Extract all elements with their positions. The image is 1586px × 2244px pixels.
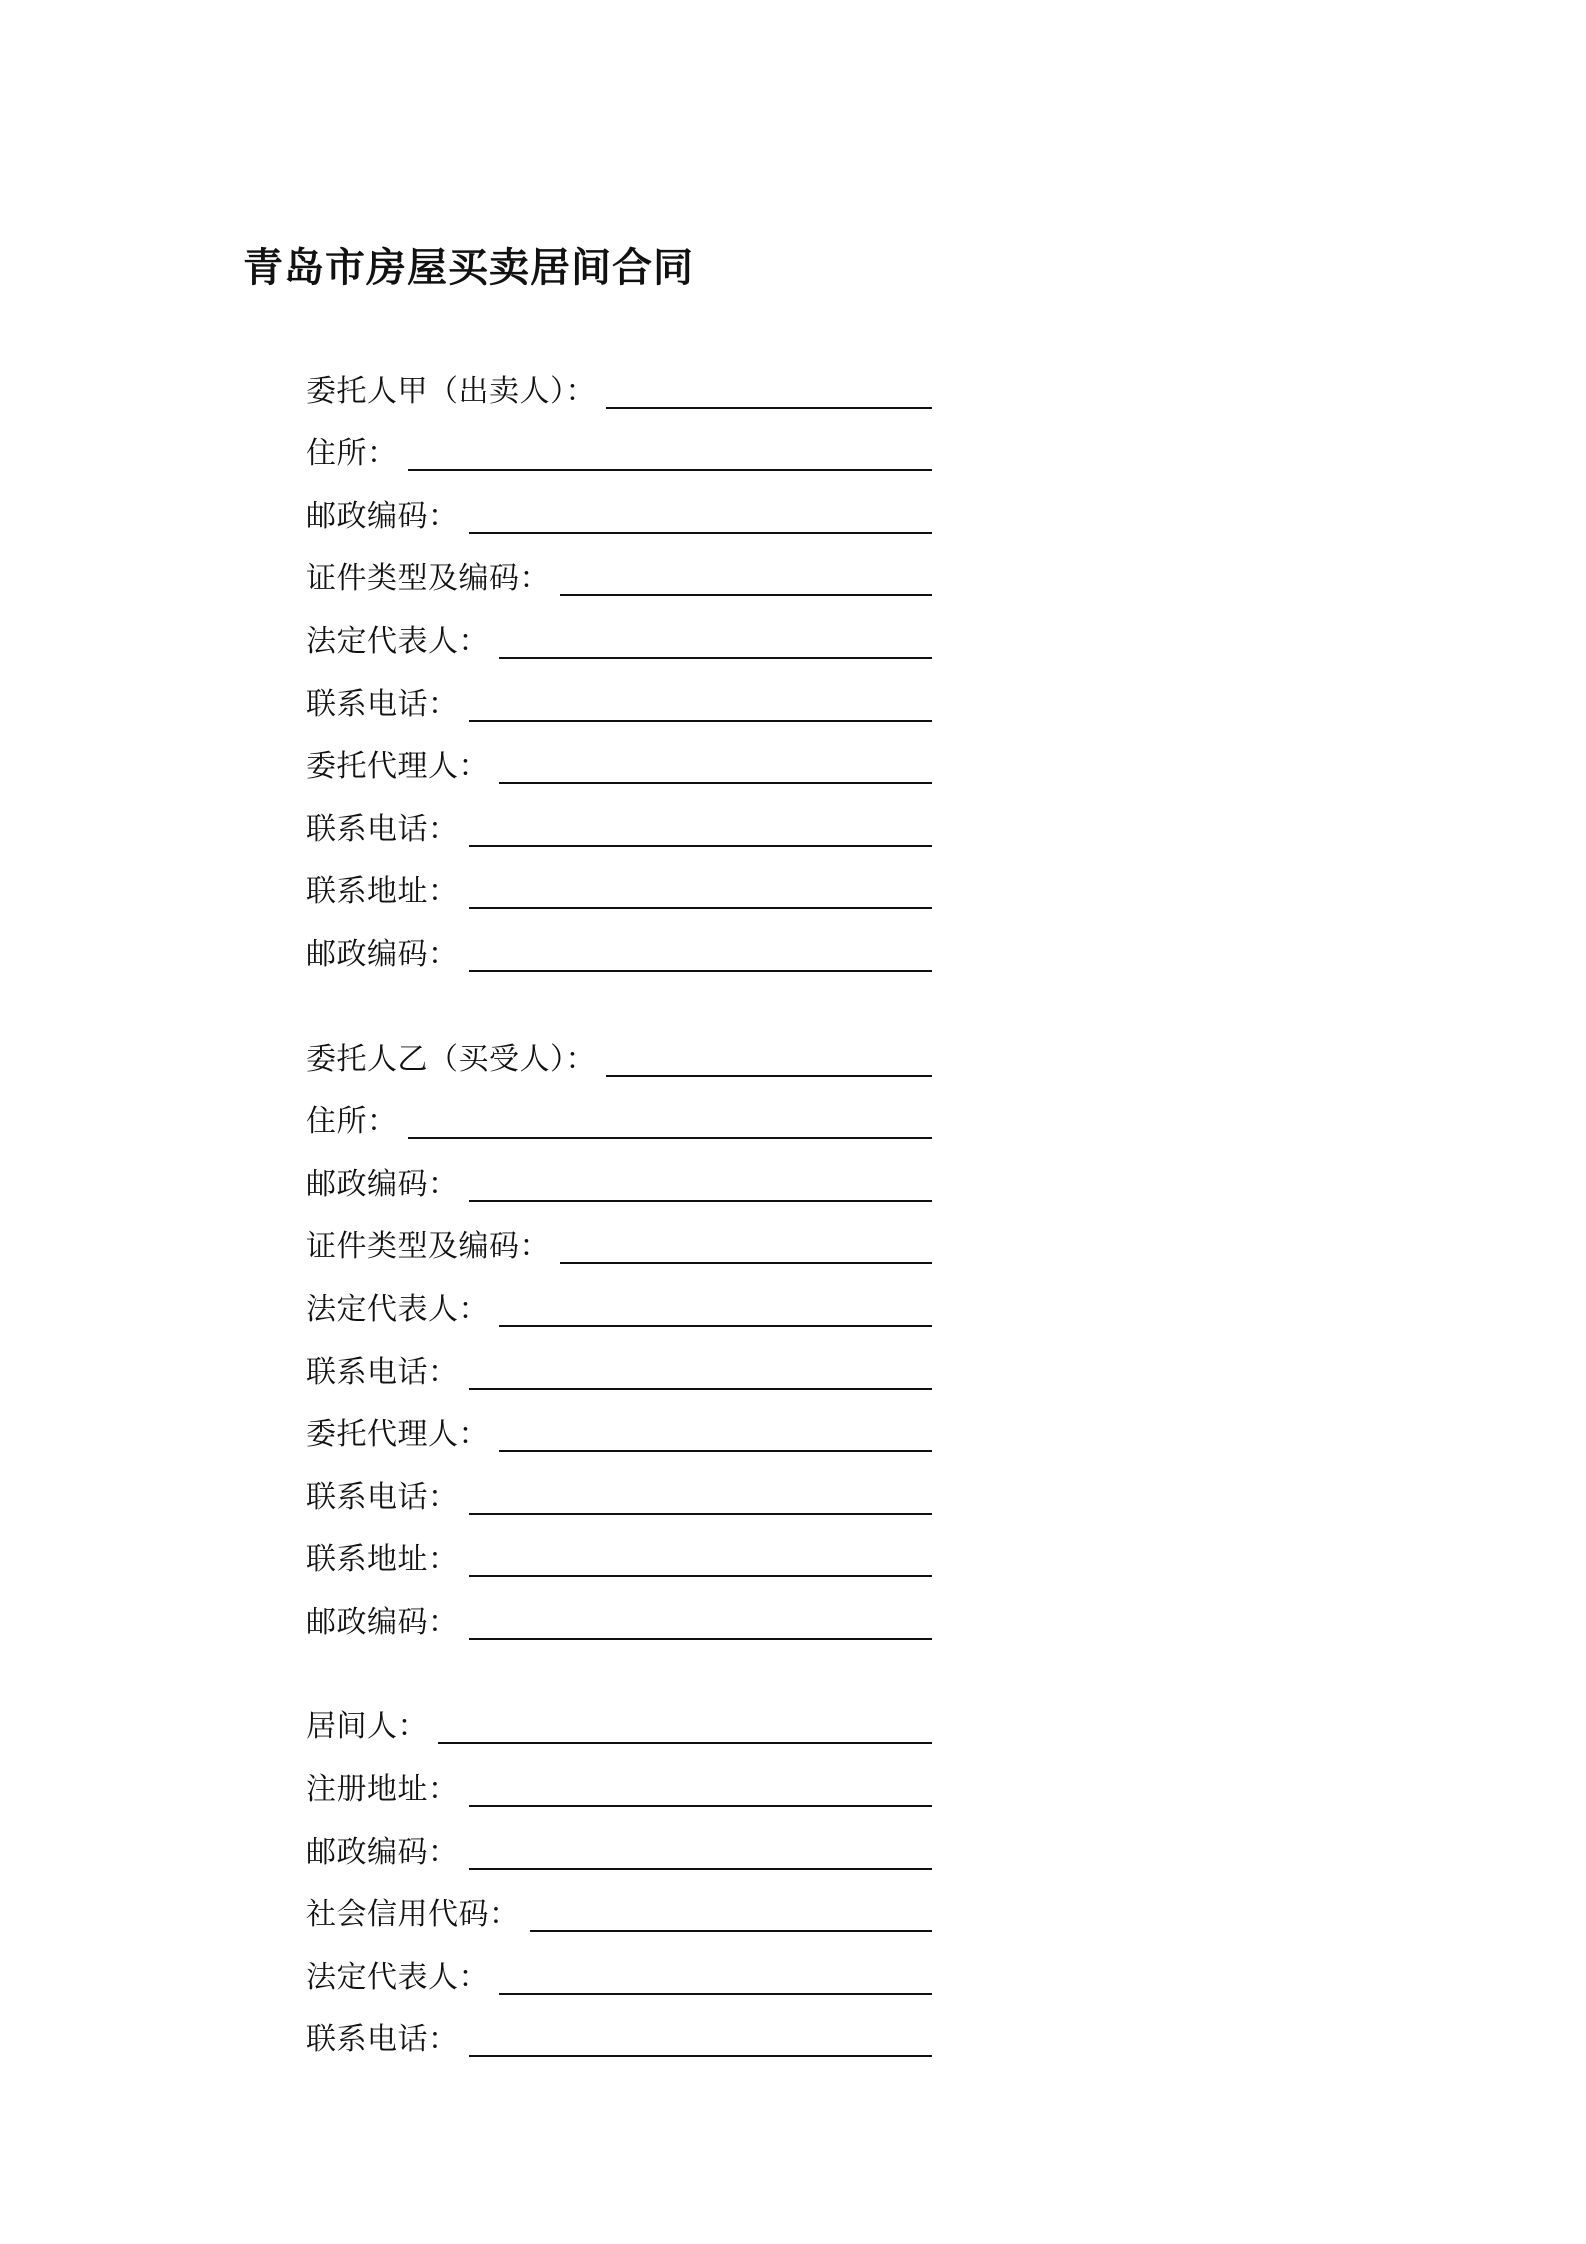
- field-label: 邮政编码：: [306, 936, 459, 972]
- form-row: [306, 1525, 932, 1588]
- field-label: 证件类型及编码：: [306, 1229, 550, 1265]
- form-row: [306, 1149, 932, 1212]
- form-row: [306, 1087, 932, 1150]
- field-label: 委托代理人：: [306, 1417, 489, 1453]
- field-label: 法定代表人：: [306, 623, 489, 659]
- form-row: [306, 1587, 932, 1650]
- form-row: [306, 1337, 932, 1400]
- field-label: 联系电话：: [306, 811, 459, 847]
- form-row: [306, 1462, 932, 1525]
- blank-line: [499, 1450, 932, 1452]
- field-label: 委托人甲（出卖人）：: [306, 373, 596, 409]
- blank-line: [469, 1805, 933, 1807]
- field-label: 联系电话：: [306, 2022, 459, 2058]
- field-label: 社会信用代码：: [306, 1897, 520, 1933]
- field-label: 证件类型及编码：: [306, 561, 550, 597]
- form-row: [306, 606, 932, 669]
- form-row: [306, 1692, 932, 1755]
- blank-line: [469, 845, 933, 847]
- blank-line: [606, 1075, 932, 1077]
- field-label: 联系地址：: [306, 1542, 459, 1578]
- field-label: 邮政编码：: [306, 498, 459, 534]
- field-label: 住所：: [306, 436, 398, 472]
- field-label: 居间人：: [306, 1709, 428, 1745]
- field-label: 联系电话：: [306, 1354, 459, 1390]
- blank-line: [469, 2055, 933, 2057]
- field-label: 邮政编码：: [306, 1834, 459, 1870]
- form-row: [306, 1817, 932, 1880]
- blank-line: [530, 1930, 933, 1932]
- field-label: 联系电话：: [306, 1479, 459, 1515]
- blank-line: [469, 970, 933, 972]
- blank-line: [469, 1575, 933, 1577]
- field-label: 邮政编码：: [306, 1604, 459, 1640]
- blank-line: [469, 1868, 933, 1870]
- blank-line: [469, 1513, 933, 1515]
- form-row: [306, 1942, 932, 2005]
- form-row: [306, 732, 932, 795]
- field-label: 邮政编码：: [306, 1166, 459, 1202]
- blank-line: [499, 782, 932, 784]
- field-label: 法定代表人：: [306, 1959, 489, 1995]
- blank-line: [499, 657, 932, 659]
- party-a-section: [306, 356, 932, 982]
- form-row: [306, 794, 932, 857]
- blank-line: [408, 1137, 933, 1139]
- blank-line: [606, 407, 932, 409]
- blank-line: [438, 1742, 932, 1744]
- document-title: 青岛市房屋买卖居间合同: [243, 245, 694, 291]
- blank-line: [469, 907, 933, 909]
- form-row: [306, 1274, 932, 1337]
- blank-line: [469, 1200, 933, 1202]
- blank-line: [499, 1993, 932, 1995]
- form-row: [306, 419, 932, 482]
- form-row: [306, 356, 932, 419]
- party-b-section: [306, 1024, 932, 1650]
- blank-line: [408, 469, 933, 471]
- blank-line: [469, 1638, 933, 1640]
- blank-line: [469, 1388, 933, 1390]
- field-label: 住所：: [306, 1104, 398, 1140]
- form-row: [306, 1400, 932, 1463]
- form-row: [306, 919, 932, 982]
- field-label: 联系地址：: [306, 874, 459, 910]
- blank-line: [560, 1262, 932, 1264]
- field-label: 委托代理人：: [306, 749, 489, 785]
- form-row: [306, 544, 932, 607]
- form-row: [306, 1880, 932, 1943]
- field-label: 联系电话：: [306, 686, 459, 722]
- field-label: 委托人乙（买受人）：: [306, 1041, 596, 1077]
- form-row: [306, 1024, 932, 1087]
- form-row: [306, 1754, 932, 1817]
- form-row: [306, 481, 932, 544]
- blank-line: [560, 594, 932, 596]
- field-label: 法定代表人：: [306, 1291, 489, 1327]
- intermediary-section: [306, 1692, 932, 2068]
- field-label: 注册地址：: [306, 1772, 459, 1808]
- form-row: [306, 857, 932, 920]
- blank-line: [499, 1325, 932, 1327]
- form-row: [306, 669, 932, 732]
- form-row: [306, 2005, 932, 2068]
- blank-line: [469, 532, 933, 534]
- contract-form: [306, 356, 932, 2067]
- form-row: [306, 1212, 932, 1275]
- blank-line: [469, 720, 933, 722]
